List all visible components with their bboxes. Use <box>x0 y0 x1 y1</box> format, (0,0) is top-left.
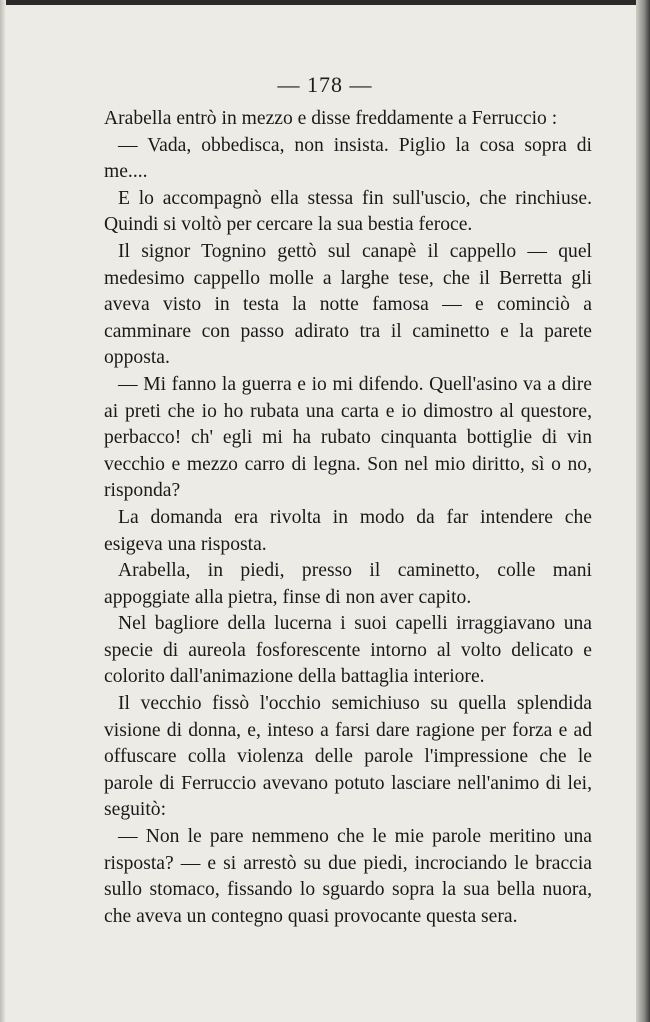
paragraph: Arabella, in piedi, presso il caminetto, colle mani appoggiate alla pietra, finse di non aver capito. <box>104 560 592 608</box>
page-number: — 178 — <box>277 72 373 97</box>
paragraph: La domanda era rivolta in modo da far intendere che esigeva una risposta. <box>104 506 592 555</box>
paragraph: Arabella entrò in mezzo e disse freddamente a Ferruccio : <box>104 108 558 129</box>
paragraph: — Non le pare nemmeno che le mie parole meritino una risposta? — e si arrestò su due piedi, incrociando le braccia sullo stomaco, fissando lo sguardo sopra la sua bella nuora, che aveva un contegno quasi provocante questa sera. <box>104 826 592 927</box>
paragraph: — Vada, obbedisca, non insista. Piglio la cosa sopra di me.... <box>104 134 592 183</box>
paragraph: Il signor Tognino gettò sul canapè il cappello — quel medesimo cappello molle a larghe tese, che il Berretta gli aveva visto in testa la notte famosa — e cominciò a camminare con passo adirato tra il caminetto e la parete opposta. <box>104 240 592 369</box>
paragraph: E lo accompagnò ella stessa fin sull'uscio, che rinchiuse. Quindi si voltò per cercare la sua bestia feroce. <box>104 187 592 236</box>
body-text <box>104 106 592 930</box>
page-left-edge <box>0 0 6 1022</box>
page-right-edge <box>636 0 650 1022</box>
paragraph: Il vecchio fissò l'occhio semichiuso su quella splendida visione di donna, e, inteso a farsi dare ragione per forza e ad offuscare colla violenza delle parole l'impressione che le parole di Ferruccio avevano potuto lasciare nell'animo di lei, seguitò: <box>104 693 592 821</box>
page-top-edge <box>0 0 650 5</box>
paragraph: — Mi fanno la guerra e io mi difendo. Quell'asino va a dire ai preti che io ho rubata una carta e io dimostro al questore, perbacco! ch' egli mi ha rubato cinquanta bottiglie di vin vecchio e mezzo carro di legna. Son nel mio diritto, sì o no, risponda? <box>104 373 592 502</box>
paragraph: Nel bagliore della lucerna i suoi capelli irraggiavano una specie di aureola fosforescente intorno al volto delicato e colorito dall'animazione della battaglia interiore. <box>104 613 592 688</box>
